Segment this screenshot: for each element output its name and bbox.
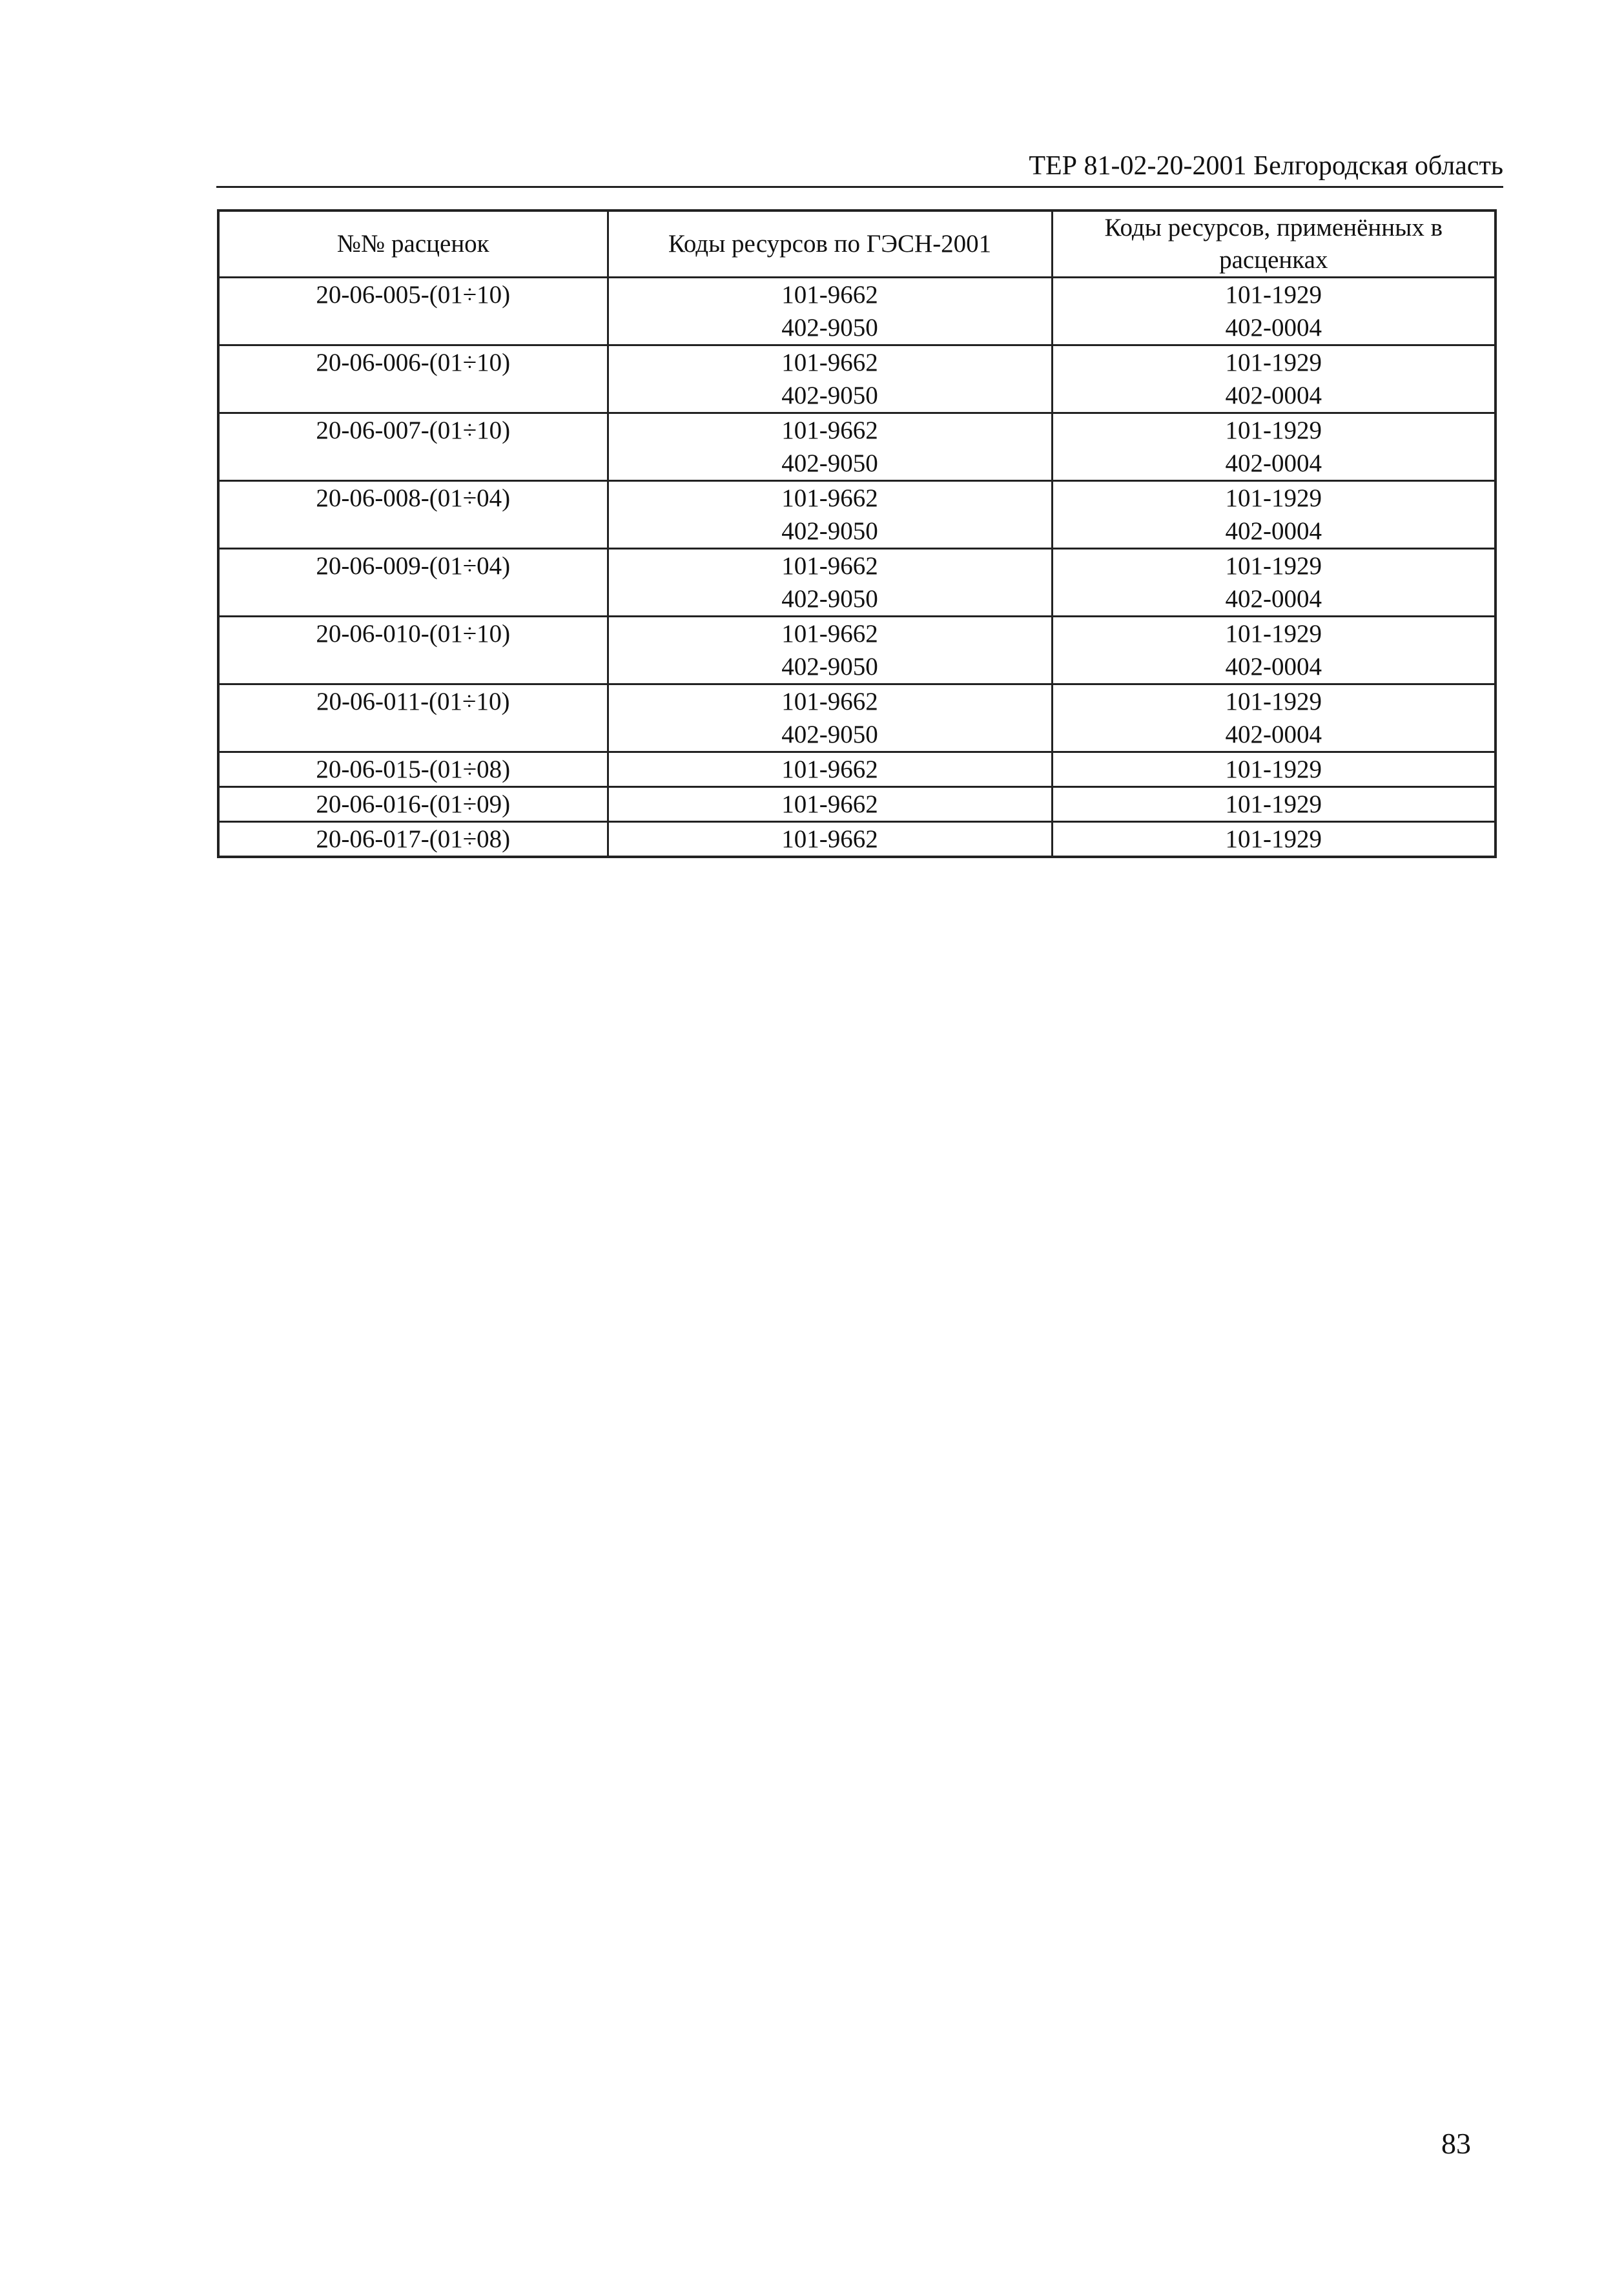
applied-code: 101-1929 bbox=[1225, 484, 1322, 512]
applied-code: 402-0004 bbox=[1225, 449, 1322, 477]
applied-code: 402-0004 bbox=[1225, 517, 1322, 545]
gesn-codes-cell bbox=[608, 684, 1052, 752]
gesn-code: 402-9050 bbox=[781, 382, 878, 409]
applied-code: 402-0004 bbox=[1225, 382, 1322, 409]
gesn-codes-cell bbox=[608, 617, 1052, 684]
gesn-code: 101-9662 bbox=[781, 484, 878, 512]
rate-code: 20-06-005-(01÷10) bbox=[316, 281, 511, 309]
applied-code: 101-1929 bbox=[1225, 281, 1322, 309]
applied-codes-cell bbox=[1052, 278, 1496, 345]
gesn-code: 101-9662 bbox=[781, 349, 878, 376]
header-gesn-codes: Коды ресурсов по ГЭСН-2001 bbox=[608, 211, 1052, 278]
table-row bbox=[218, 345, 1496, 413]
applied-code: 402-0004 bbox=[1225, 585, 1322, 613]
gesn-code: 101-9662 bbox=[781, 790, 878, 818]
rate-code-cell bbox=[218, 822, 608, 858]
rate-code: 20-06-008-(01÷04) bbox=[316, 484, 511, 512]
rate-code: 20-06-017-(01÷08) bbox=[316, 825, 511, 853]
page-number: 83 bbox=[1441, 2127, 1471, 2160]
applied-code: 101-1929 bbox=[1225, 349, 1322, 376]
applied-codes-cell bbox=[1052, 413, 1496, 481]
rate-code-cell bbox=[218, 345, 608, 413]
table-row bbox=[218, 481, 1496, 549]
applied-codes-cell bbox=[1052, 752, 1496, 787]
rate-code: 20-06-009-(01÷04) bbox=[316, 552, 511, 580]
rate-code: 20-06-015-(01÷08) bbox=[316, 755, 511, 783]
gesn-code: 101-9662 bbox=[781, 416, 878, 444]
rate-code-cell bbox=[218, 617, 608, 684]
gesn-codes-cell bbox=[608, 787, 1052, 822]
gesn-codes-cell bbox=[608, 278, 1052, 345]
gesn-codes-cell bbox=[608, 413, 1052, 481]
applied-code: 101-1929 bbox=[1225, 755, 1322, 783]
header-rate-numbers: №№ расценок bbox=[218, 211, 608, 278]
rate-code: 20-06-010-(01÷10) bbox=[316, 620, 511, 648]
table-row bbox=[218, 413, 1496, 481]
document-title: ТЕР 81-02-20-2001 Белгородская область bbox=[1029, 151, 1503, 181]
gesn-codes-cell bbox=[608, 345, 1052, 413]
table-row bbox=[218, 752, 1496, 787]
rate-code-cell bbox=[218, 481, 608, 549]
rate-code: 20-06-006-(01÷10) bbox=[316, 349, 511, 376]
resource-codes-table bbox=[217, 209, 1497, 858]
applied-code: 402-0004 bbox=[1225, 721, 1322, 748]
page-header bbox=[216, 147, 1503, 188]
gesn-codes-cell bbox=[608, 752, 1052, 787]
rate-code: 20-06-016-(01÷09) bbox=[316, 790, 511, 818]
applied-code: 101-1929 bbox=[1225, 620, 1322, 648]
applied-code: 101-1929 bbox=[1225, 552, 1322, 580]
applied-codes-cell bbox=[1052, 684, 1496, 752]
header-applied-codes bbox=[1052, 211, 1496, 278]
applied-code: 101-1929 bbox=[1225, 416, 1322, 444]
gesn-code: 402-9050 bbox=[781, 653, 878, 681]
rate-code-cell bbox=[218, 684, 608, 752]
gesn-code: 101-9662 bbox=[781, 755, 878, 783]
applied-code: 101-1929 bbox=[1225, 825, 1322, 853]
applied-code: 101-1929 bbox=[1225, 790, 1322, 818]
rate-code: 20-06-011-(01÷10) bbox=[316, 688, 510, 715]
gesn-code: 101-9662 bbox=[781, 620, 878, 648]
gesn-code: 402-9050 bbox=[781, 721, 878, 748]
table-row bbox=[218, 278, 1496, 345]
applied-code: 402-0004 bbox=[1225, 653, 1322, 681]
applied-code: 101-1929 bbox=[1225, 688, 1322, 715]
table-body bbox=[218, 278, 1496, 858]
header-applied-codes-line2: расценках bbox=[1219, 246, 1328, 274]
table-row bbox=[218, 822, 1496, 858]
table-header bbox=[218, 211, 1496, 278]
gesn-codes-cell bbox=[608, 822, 1052, 858]
rate-code-cell bbox=[218, 413, 608, 481]
applied-codes-cell bbox=[1052, 617, 1496, 684]
gesn-code: 402-9050 bbox=[781, 449, 878, 477]
rate-code-cell bbox=[218, 752, 608, 787]
table-row bbox=[218, 549, 1496, 617]
gesn-codes-cell bbox=[608, 481, 1052, 549]
gesn-code: 101-9662 bbox=[781, 825, 878, 853]
gesn-code: 101-9662 bbox=[781, 552, 878, 580]
rate-code-cell bbox=[218, 549, 608, 617]
applied-codes-cell bbox=[1052, 822, 1496, 858]
table-row bbox=[218, 787, 1496, 822]
gesn-code: 402-9050 bbox=[781, 517, 878, 545]
gesn-code: 402-9050 bbox=[781, 314, 878, 342]
gesn-code: 402-9050 bbox=[781, 585, 878, 613]
applied-codes-cell bbox=[1052, 787, 1496, 822]
applied-codes-cell bbox=[1052, 481, 1496, 549]
applied-codes-cell bbox=[1052, 549, 1496, 617]
rate-code-cell bbox=[218, 278, 608, 345]
rate-code: 20-06-007-(01÷10) bbox=[316, 416, 511, 444]
gesn-codes-cell bbox=[608, 549, 1052, 617]
header-applied-codes-line1: Коды ресурсов, применённых в bbox=[1104, 214, 1443, 241]
gesn-code: 101-9662 bbox=[781, 688, 878, 715]
gesn-code: 101-9662 bbox=[781, 281, 878, 309]
rate-code-cell bbox=[218, 787, 608, 822]
resource-codes-table-container bbox=[217, 209, 1497, 858]
applied-codes-cell bbox=[1052, 345, 1496, 413]
table-header-row bbox=[218, 211, 1496, 278]
applied-code: 402-0004 bbox=[1225, 314, 1322, 342]
table-row bbox=[218, 684, 1496, 752]
table-row bbox=[218, 617, 1496, 684]
